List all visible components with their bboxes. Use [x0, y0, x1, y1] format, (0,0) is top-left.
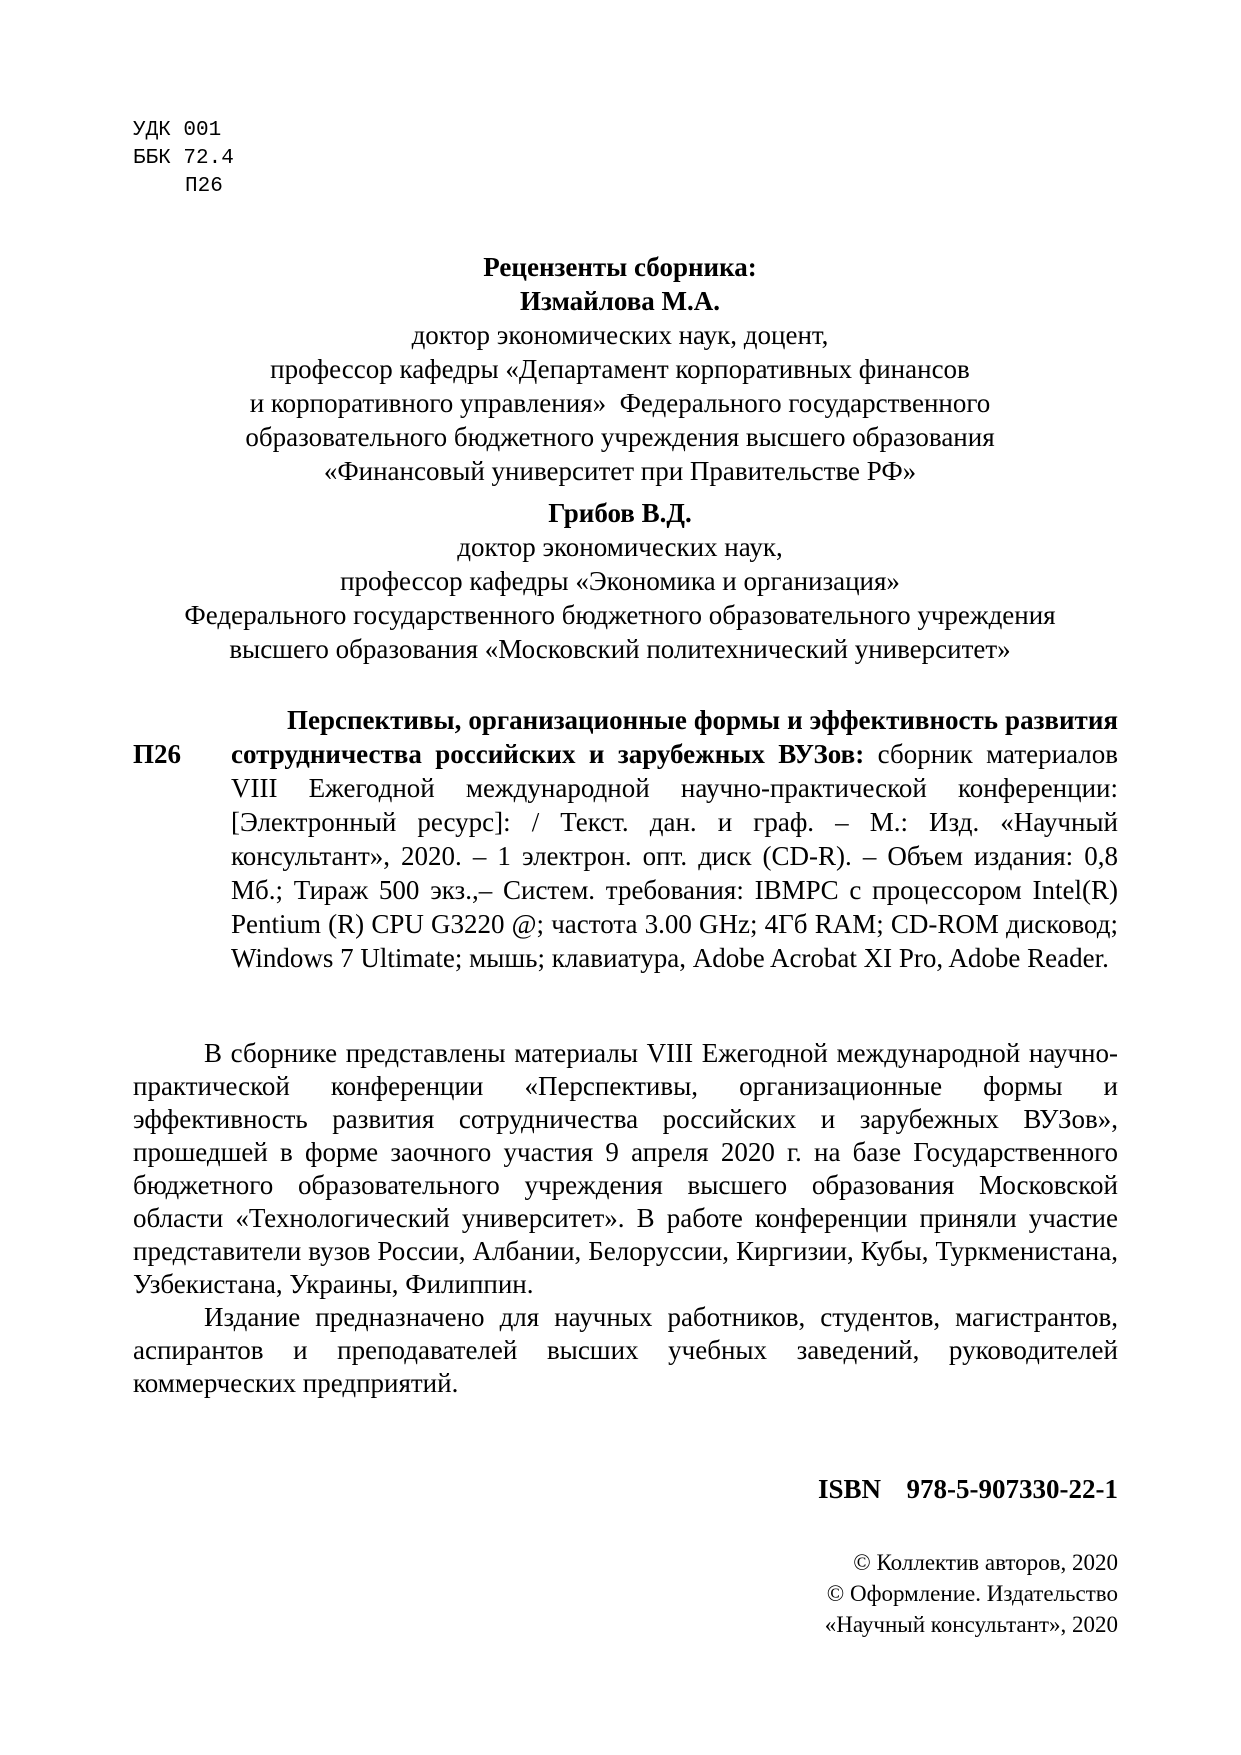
bib-description: сборник материалов VIII Ежегодной международной научно-практической конференции: [Электронный ресурс]: / Текст. дан. и граф. – М.: Изд. «Научный консультант», 2020. – 1 электрон. опт. диск (CD-R). – Объем издания: 0,8 Мб.; Тираж 500 экз.,– Систем. требования: IBMPC с процессором Intel(R) Pentium (R) CPU G3220 @; частота 3.00 GHz; 4Гб RAM; CD-ROM дисковод; Windows 7 Ultimate; мышь; клавиатура, Adobe Acrobat XI Pro, Adobe Reader.	[231, 739, 1119, 973]
reviewers-heading: Рецензенты сборника:	[483, 252, 757, 282]
reviewer-line: и корпоративного управления» Федерального государственного	[249, 388, 991, 418]
reviewer-line: профессор кафедры «Экономика и организация»	[340, 566, 900, 596]
reviewers-block	[100, 250, 1140, 666]
annotation-paragraph: Издание предназначено для научных работников, студентов, магистрантов, аспирантов и преподавателей высших учебных заведений, руководителей коммерческих предприятий.	[133, 1302, 1118, 1398]
bbk-code: ББК 72.4	[133, 147, 234, 170]
reviewer-name: Грибов В.Д.	[548, 498, 692, 528]
copyright-line: © Оформление. Издательство	[826, 1581, 1118, 1606]
copyright-line: «Научный консультант», 2020	[824, 1612, 1118, 1637]
reviewer-line: профессор кафедры «Департамент корпоративных финансов	[270, 354, 970, 384]
isbn: ISBN 978-5-907330-22-1	[818, 1474, 1118, 1504]
reviewer-line: доктор экономических наук,	[457, 532, 783, 562]
copyright-line: © Коллектив авторов, 2020	[853, 1550, 1118, 1575]
copyright-block	[825, 1547, 1118, 1640]
reviewer-line: Федерального государственного бюджетного образовательного учреждения	[184, 600, 1056, 630]
reviewer-name: Измайлова М.А.	[519, 286, 721, 316]
annotation	[133, 1037, 1118, 1400]
bib-code: П26	[133, 739, 182, 769]
bibliographic-record	[133, 703, 1118, 975]
reviewer-line: доктор экономических наук, доцент,	[411, 320, 829, 350]
udk-code: УДК 001	[133, 119, 222, 142]
reviewer-line: «Финансовый университет при Правительстве РФ»	[323, 456, 917, 486]
bib-text	[231, 703, 1118, 975]
author-sign-code: П26	[185, 175, 223, 198]
annotation-paragraph: В сборнике представлены материалы VIII Ежегодной международной научно-практической конференции «Перспективы, организационные формы и эффективность развития сотрудничества российских и зарубежных ВУЗов», прошедшей в форме заочного участия 9 апреля 2020 г. на базе Государственного бюджетного образовательного учреждения высшего образования Московской области «Технологический университет». В работе конференции приняли участие представители вузов России, Албании, Белоруссии, Киргизии, Кубы, Туркменистана, Узбекистана, Украины, Филиппин.	[133, 1038, 1118, 1299]
reviewer-line: высшего образования «Московский политехнический университет»	[229, 634, 1011, 664]
reviewer-line: образовательного бюджетного учреждения высшего образования	[245, 422, 995, 452]
bib-title: Перспективы, организационные формы и эффективность развития сотрудничества российских и зарубежных ВУЗов:	[231, 705, 1118, 769]
classification-codes	[133, 117, 234, 201]
